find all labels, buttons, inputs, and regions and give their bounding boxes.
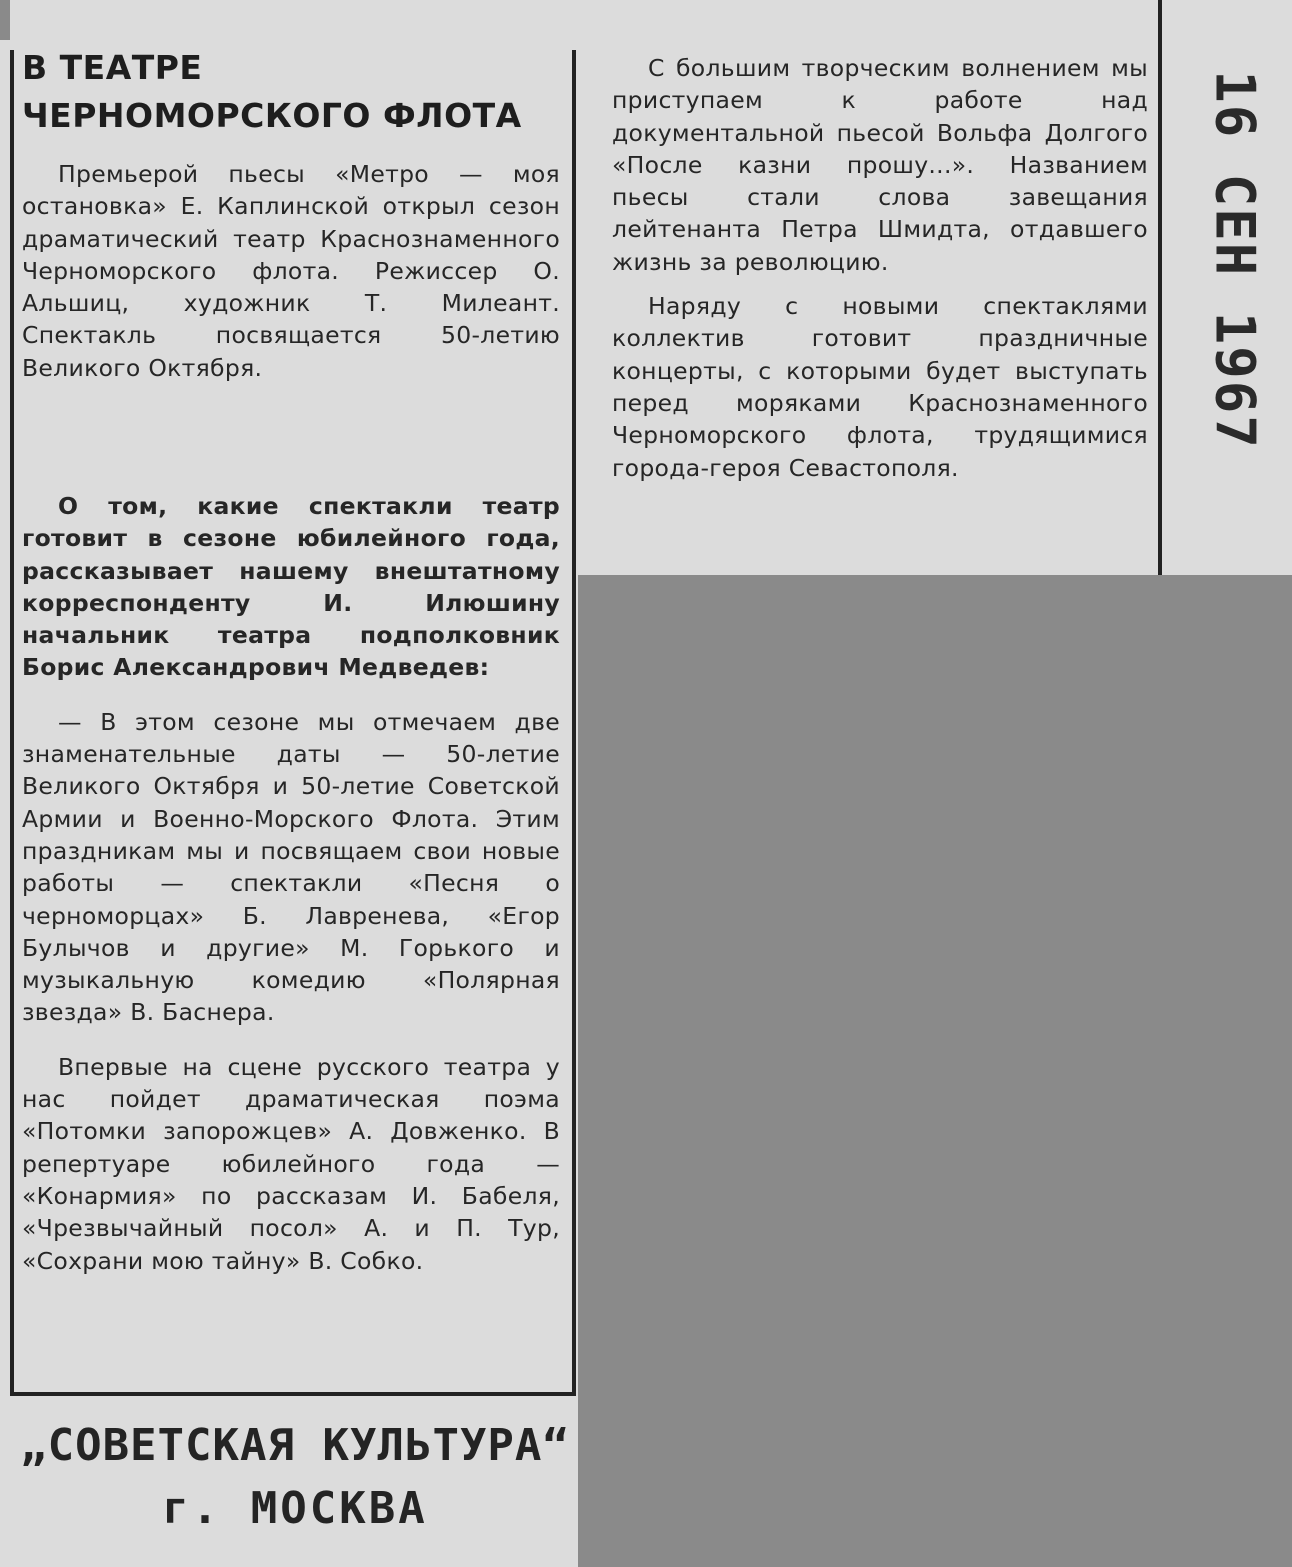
right-column xyxy=(612,52,1148,496)
article-headline xyxy=(22,44,562,140)
newspaper-city: г. МОСКВА xyxy=(162,1483,428,1534)
newspaper-source xyxy=(20,1415,570,1541)
column-rule-right xyxy=(1158,0,1162,575)
date-stamp xyxy=(1200,70,1270,450)
headline-line-2: ЧЕРНОМОРСКОГО ФЛОТА xyxy=(22,96,522,135)
column-rule-left xyxy=(10,50,14,1395)
left-column-intro xyxy=(22,158,560,396)
paragraph-repertoire: Впервые на сцене русского театра у нас пойдет драматическая поэма «Потомки запорожцев» А. Довженко. В репертуаре юбилейного года — «Конармия» по рассказам И. Бабеля, «Чрезвычайный посол» А. и П. Тур, «Сохрани мою тайну» В. Собко. xyxy=(22,1052,560,1275)
bottom-rule xyxy=(10,1392,576,1396)
paragraph-premiere: Премьерой пьесы «Метро — моя остановка» Е. Каплинской открыл сезон драматический театр Краснознаменного Черноморского флота. Режиссер О. Альшиц, художник Т. Милеант. Спектакль посвящается 50-летию Великого Октября. xyxy=(22,160,560,382)
paragraph-concerts: Наряду с новыми спектаклями коллектив готовит праздничные концерты, с которыми будет выступать перед моряками Краснознаменного Черноморского флота, трудящимися города-героя Севастополя. xyxy=(612,292,1148,482)
newspaper-name: „СОВЕТСКАЯ КУЛЬТУРА“ xyxy=(20,1420,570,1471)
paragraph-anniversary: — В этом сезоне мы отмечаем две знаменательные даты — 50-летие Великого Октября и 50-летие Советской Армии и Военно-Морского Флота. Этим праздникам мы и посвящаем свои новые работы — спектакли «Песня о черноморцах» Б. Лавренева, «Егор Булычов и другие» М. Горького и музыкальную комедию «Полярная звезда» В. Баснера. xyxy=(22,707,560,1027)
clipping-corner-cut xyxy=(0,0,10,40)
column-rule-middle xyxy=(572,50,576,1395)
paragraph-documentary-play: С большим творческим волнением мы приступаем к работе над документальной пьесой Вольфа Долгого «После казни прошу...». Названием пьесы стали слова завещания лейтенанта Петра Шмидта, отдавшего жизнь за революцию. xyxy=(612,54,1148,276)
date-stamp-text: 16 СЕН 1967 xyxy=(1203,70,1267,450)
headline-line-1: В ТЕАТРЕ xyxy=(22,48,203,87)
left-column-body xyxy=(22,490,560,1289)
paragraph-lead-in: О том, какие спектакли театр готовит в сезоне юбилейного года, рассказывает нашему внештатному корреспонденту И. Илюшину начальник театра подполковник Борис Александрович Медведев: xyxy=(22,492,560,682)
